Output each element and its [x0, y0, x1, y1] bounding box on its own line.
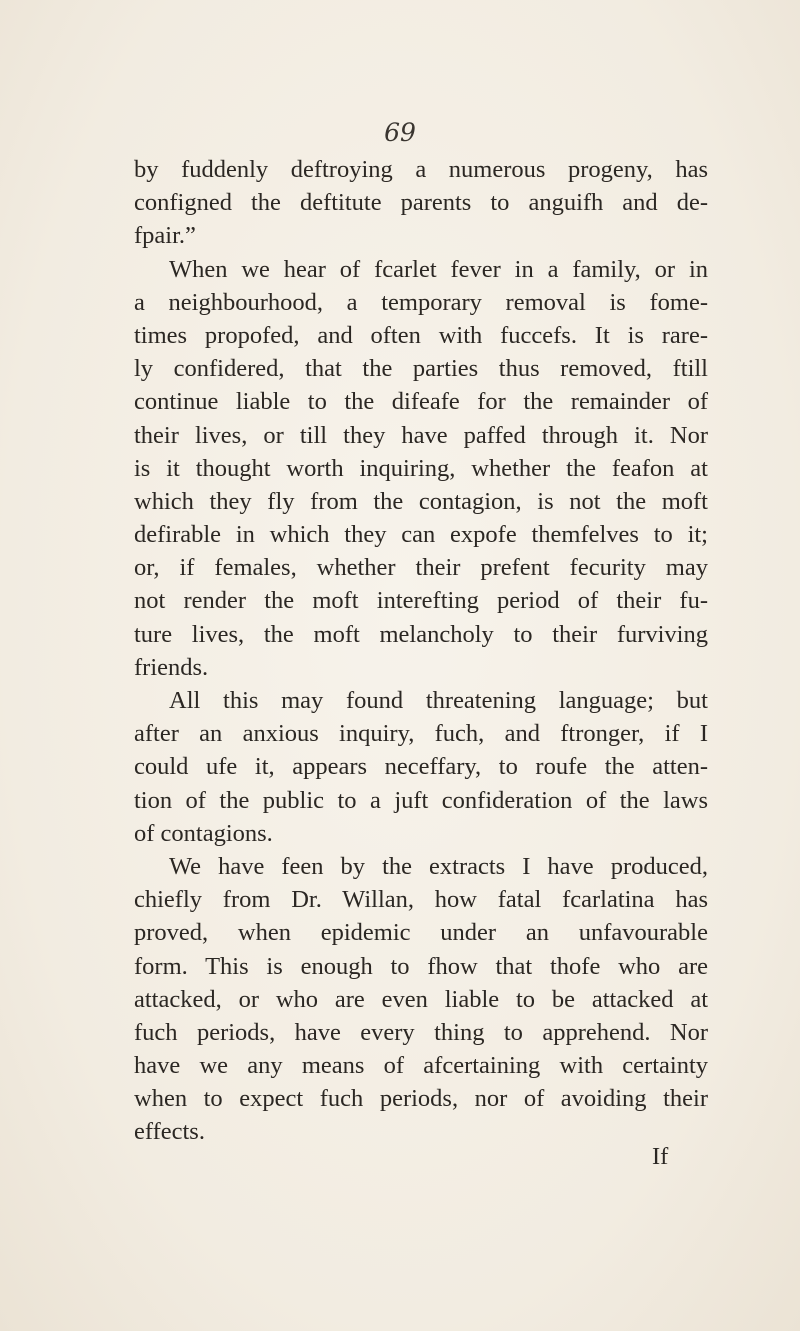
text-line: chiefly from Dr. Willan, how fatal fcarlatina has [134, 886, 708, 914]
text-line: times propofed, and often with fuccefs. It is rare- [134, 321, 708, 349]
text-line: fuch periods, have every thing to apprehend. Nor [134, 1018, 708, 1046]
text-line: by fuddenly deftroying a numerous progeny, has [134, 156, 708, 183]
text-line: their lives, or till they have paffed through it. Nor [134, 421, 708, 449]
text-line: tion of the public to a juft confideration of the laws [134, 786, 708, 814]
page-number: 69 [384, 118, 416, 147]
text-line: proved, when epidemic under an unfavourable [134, 919, 708, 947]
text-line: not render the moft interefting period of their fu- [134, 587, 708, 615]
text-line: or, if females, whether their prefent fecurity may [134, 554, 708, 582]
text-line: a neighbourhood, a temporary removal is fome- [134, 288, 708, 316]
text-line: of contagions. [134, 819, 273, 847]
body-text [134, 153, 708, 1149]
text-line: ly confidered, that the parties thus removed, ftill [134, 355, 708, 383]
text-line: defirable in which they can expofe themfelves to it; [134, 521, 708, 549]
text-line: could ufe it, appears neceffary, to roufe the atten- [134, 753, 708, 781]
text-line: continue liable to the difeafe for the remainder of [134, 388, 708, 416]
text-line: form. This is enough to fhow that thofe who are [134, 952, 708, 980]
text-line: which they fly from the contagion, is not the moft [134, 487, 708, 515]
paragraph-start-line: All this may found threatening language; but [169, 687, 708, 714]
text-line: after an anxious inquiry, fuch, and ftronger, if I [134, 720, 708, 748]
text-line: ture lives, the moft melancholy to their furviving [134, 620, 708, 648]
text-line: attacked, or who are even liable to be attacked at [134, 985, 708, 1013]
paragraph-start-line: When we hear of fcarlet fever in a family, or in [169, 255, 708, 283]
text-line: is it thought worth inquiring, whether the feafon at [134, 454, 708, 482]
text-line: have we any means of afcertaining with certainty [134, 1052, 708, 1080]
paragraph-start-line: We have feen by the extracts I have produced, [169, 852, 708, 880]
text-line: configned the deftitute parents to anguifh and de- [134, 189, 708, 217]
text-line: fpair.” [134, 222, 196, 250]
text-line: friends. [134, 653, 209, 681]
catchword: If [652, 1143, 669, 1170]
text-line: when to expect fuch periods, nor of avoiding their [134, 1085, 708, 1113]
text-line: effects. [134, 1118, 205, 1146]
